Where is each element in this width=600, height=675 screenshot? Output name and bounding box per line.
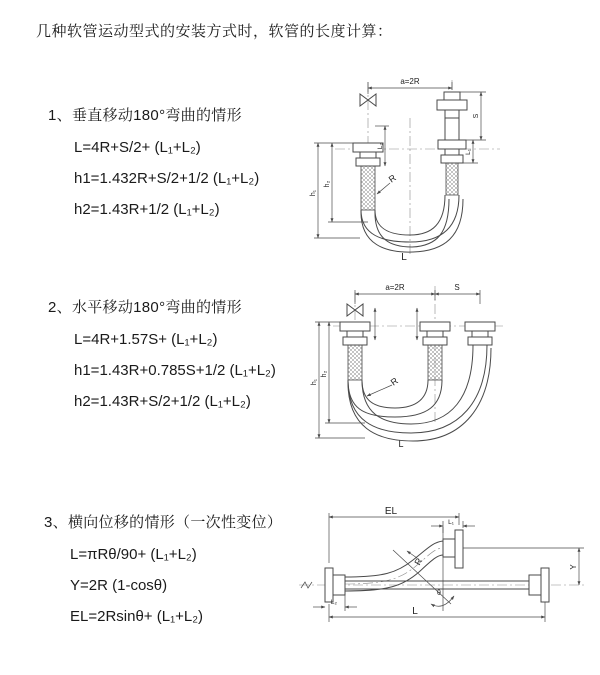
left-flange-fitting — [325, 568, 345, 602]
dim-s — [435, 283, 480, 294]
dim-a2r — [368, 77, 452, 94]
dim-label-r: R — [386, 172, 398, 185]
dim-label-a2r: a=2R — [385, 283, 405, 292]
hose-u-bend — [361, 195, 463, 252]
dim-h1 — [310, 143, 360, 238]
section-3-formula-Y: Y=2R (1-cosθ) — [70, 577, 168, 594]
dim-label-y: Y — [569, 564, 578, 570]
section-3-heading: 3、横向位移的情形（一次性变位） — [44, 514, 283, 531]
section-2-heading: 2、水平移动180°弯曲的情形 — [48, 299, 242, 316]
dim-label-h1: h₁ — [310, 189, 317, 197]
dim-l — [329, 602, 545, 622]
dim-label-h2: h₂ — [324, 180, 331, 188]
section-3-formula-L: L=πRθ/90+ (L₁+L₂) — [70, 546, 197, 563]
radius-label — [367, 375, 400, 396]
dim-label-h1: h₁ — [311, 378, 318, 386]
section-2-formula-h2: h2=1.43R+S/2+1/2 (L₁+L₂) — [74, 393, 251, 410]
section-1-formula-h1: h1=1.432R+S/2+1/2 (L₁+L₂) — [74, 170, 260, 187]
dim-el — [329, 506, 459, 563]
diagram-vertical-180-bend — [300, 68, 585, 263]
centerline-break-mark — [301, 582, 312, 588]
dim-label-h2: h₂ — [321, 370, 328, 378]
hose-u-bends — [348, 345, 491, 441]
fitting-length-dims — [375, 308, 417, 340]
dim-label-r: R — [412, 556, 425, 567]
dim-label-s: S — [454, 283, 460, 292]
left-flange-fitting — [340, 322, 370, 345]
dim-label-l2: L₂ — [330, 599, 338, 606]
right-flange-fitting — [465, 322, 495, 345]
diagram-horizontal-180-bend — [303, 278, 595, 450]
section-3 — [44, 511, 282, 625]
dim-label-l2: L₂ — [377, 142, 384, 150]
dim-label-l: L — [398, 439, 404, 449]
diagram-lateral-displacement — [293, 503, 595, 650]
braided-hose-sections — [348, 345, 442, 380]
right-flange-fitting — [437, 92, 467, 163]
dim-label-theta: θ — [437, 590, 441, 597]
dim-a2r — [355, 283, 480, 304]
dim-l2 — [313, 595, 357, 611]
dim-y — [463, 548, 584, 585]
section-1-formula-h2: h2=1.43R+1/2 (L₁+L₂) — [74, 201, 220, 218]
right-bottom-flange-fitting — [529, 568, 549, 602]
radius-label — [377, 172, 398, 194]
radius-label — [407, 551, 425, 567]
dim-label-l1: L₁ — [448, 519, 454, 526]
dim-label-a2r: a=2R — [400, 77, 420, 86]
section-2-formula-h1: h1=1.43R+0.785S+1/2 (L₁+L₂) — [74, 362, 276, 379]
upper-flange-fitting — [443, 530, 463, 568]
section-1-formula-L: L=4R+S/2+ (L₁+L₂) — [74, 139, 201, 156]
dim-label-el: EL — [384, 506, 398, 517]
page-title: 几种软管运动型式的安装方式时，软管的长度计算： — [36, 23, 393, 40]
dim-label-l: L — [412, 606, 418, 617]
dim-label-l1: L₁ — [465, 149, 472, 155]
section-2 — [48, 296, 276, 410]
section-1 — [48, 104, 259, 218]
dim-l1 — [431, 519, 475, 533]
section-2-formula-L: L=4R+1.57S+ (L₁+L₂) — [74, 331, 218, 348]
dim-label-r: R — [388, 375, 400, 388]
dim-s — [460, 92, 486, 140]
section-1-heading: 1、垂直移动180°弯曲的情形 — [48, 107, 242, 124]
dim-label-s: S — [473, 113, 480, 119]
braided-hose-sections — [361, 163, 458, 210]
middle-flange-fitting — [420, 322, 450, 345]
dim-label-l: L — [401, 252, 407, 263]
section-3-formula-EL: EL=2Rsinθ+ (L₁+L₂) — [70, 608, 204, 625]
